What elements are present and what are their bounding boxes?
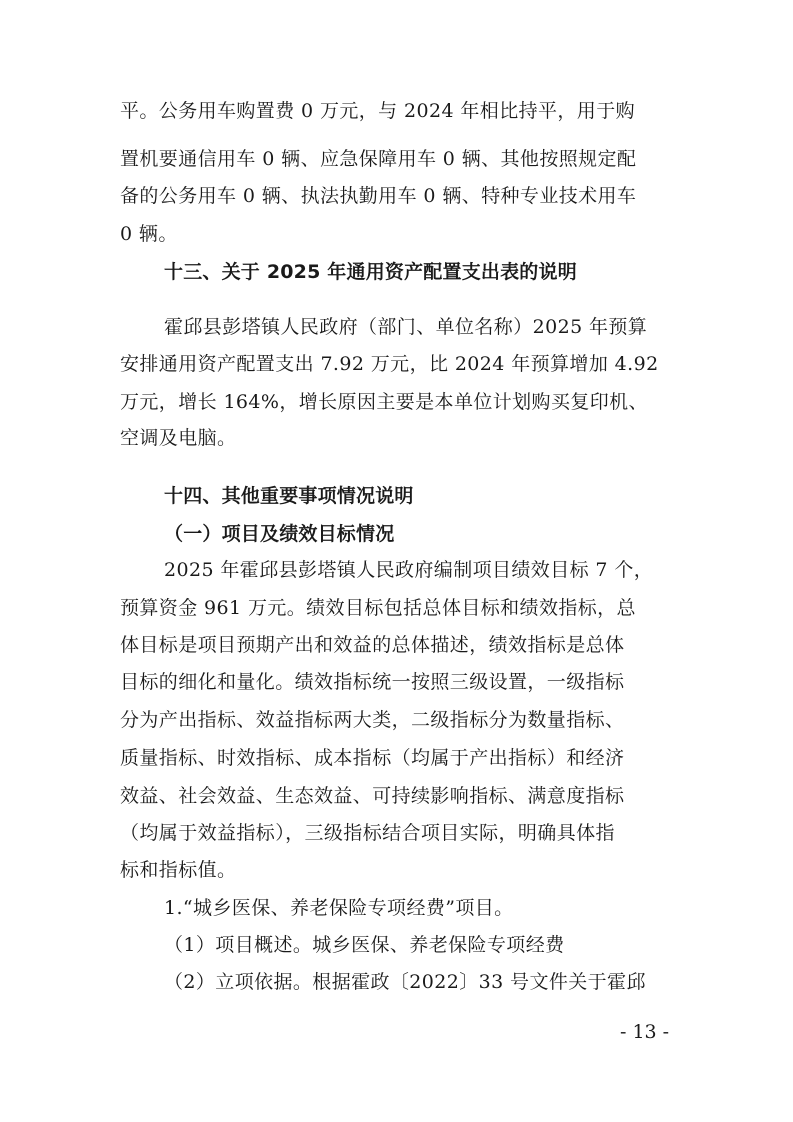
- body-text-line: 分为产出指标、效益指标两大类，二级指标分为数量指标、: [120, 709, 625, 731]
- page-number: - 13 -: [620, 1021, 670, 1043]
- body-text-line: 2025 年霍邱县彭塔镇人民政府编制项目绩效目标 7 个，: [164, 559, 654, 581]
- section-heading-13: 十三、关于 2025 年通用资产配置支出表的说明: [164, 261, 577, 283]
- body-text-line: 备的公务用车 0 辆、执法执勤用车 0 辆、特种专业技术用车: [120, 185, 637, 207]
- body-text-line: （均属于效益指标），三级指标结合项目实际，明确具体指: [120, 822, 615, 844]
- body-text-line: （1）项目概述。城乡医保、养老保险专项经费: [164, 934, 565, 956]
- body-text-line: 标和指标值。: [120, 859, 237, 881]
- body-text-line: 质量指标、时效指标、成本指标（均属于产出指标）和经济: [120, 747, 625, 769]
- body-text-line: 安排通用资产配置支出 7.92 万元，比 2024 年预算增加 4.92: [120, 353, 659, 375]
- body-text-line: （2）立项依据。根据霍政〔2022〕33 号文件关于霍邱: [164, 971, 646, 993]
- body-text-line: 预算资金 961 万元。绩效目标包括总体目标和绩效指标，总: [120, 597, 636, 619]
- body-text-line: 空调及电脑。: [120, 427, 237, 449]
- subsection-heading: （一）项目及绩效目标情况: [164, 523, 395, 545]
- body-text-line: 平。公务用车购置费 0 万元，与 2024 年相比持平，用于购: [120, 100, 636, 122]
- body-text-line: 万元，增长 164%，增长原因主要是本单位计划购买复印机、: [120, 391, 648, 413]
- body-text-line: 霍邱县彭塔镇人民政府（部门、单位名称）2025 年预算: [164, 316, 648, 338]
- body-text-line: 效益、社会效益、生态效益、可持续影响指标、满意度指标: [120, 785, 625, 807]
- body-text-line: 置机要通信用车 0 辆、应急保障用车 0 辆、其他按照规定配: [120, 148, 637, 170]
- body-text-line: 目标的细化和量化。绩效指标统一按照三级设置，一级指标: [120, 671, 625, 693]
- body-text-line: 0 辆。: [120, 223, 178, 245]
- section-heading-14: 十四、其他重要事项情况说明: [164, 485, 414, 507]
- body-text-line: 1.“城乡医保、养老保险专项经费”项目。: [164, 897, 514, 919]
- body-text-line: 体目标是项目预期产出和效益的总体描述，绩效指标是总体: [120, 634, 625, 656]
